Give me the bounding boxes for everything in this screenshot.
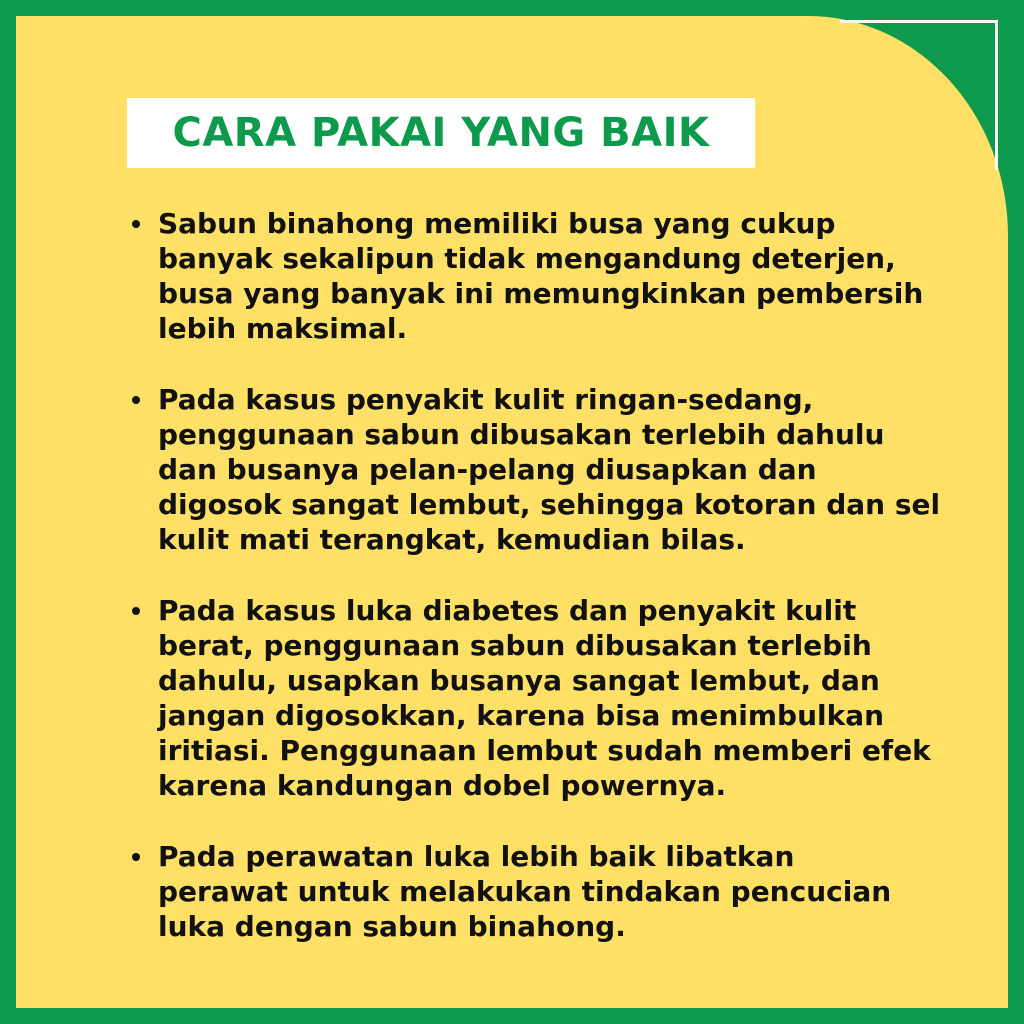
- bullet-icon: [132, 853, 140, 861]
- list-item-line: luka dengan sabun binahong.: [158, 910, 626, 943]
- list-item: [128, 206, 968, 346]
- list-item-line: berat, penggunaan sabun dibusakan terlebih: [158, 629, 872, 662]
- list-item-line: Sabun binahong memiliki busa yang cukup: [158, 207, 836, 240]
- list-item-line: Pada perawatan luka lebih baik libatkan: [158, 840, 795, 873]
- list-item-line: perawat untuk melakukan tindakan pencucian: [158, 875, 892, 908]
- list-item-line: penggunaan sabun dibusakan terlebih dahulu: [158, 418, 885, 451]
- list-item-line: kulit mati terangkat, kemudian bilas.: [158, 523, 746, 556]
- bullet-icon: [132, 220, 140, 228]
- bullet-icon: [132, 607, 140, 615]
- list-item-line: banyak sekalipun tidak mengandung deterjen,: [158, 242, 896, 275]
- list-item: [128, 839, 968, 944]
- list-item-line: dan busanya pelan-pelang diusapkan dan: [158, 453, 817, 486]
- list-item: [128, 382, 968, 557]
- list-item: [128, 593, 968, 803]
- corner-decoration-horizontal: [840, 20, 998, 23]
- list-item-line: dahulu, usapkan busanya sangat lembut, dan: [158, 664, 880, 697]
- page-title: CARA PAKAI YANG BAIK: [172, 110, 710, 156]
- bullet-icon: [132, 396, 140, 404]
- instruction-list: [128, 206, 968, 980]
- list-item-line: iritiasi. Penggunaan lembut sudah memberi efek: [158, 734, 931, 767]
- list-item-line: digosok sangat lembut, sehingga kotoran dan sel: [158, 488, 941, 521]
- list-item-line: karena kandungan dobel powernya.: [158, 769, 727, 802]
- title-box: [127, 98, 755, 168]
- list-item-line: lebih maksimal.: [158, 312, 408, 345]
- list-item-line: Pada kasus penyakit kulit ringan-sedang,: [158, 383, 814, 416]
- list-item-line: busa yang banyak ini memungkinkan pembersih: [158, 277, 924, 310]
- list-item-line: jangan digosokkan, karena bisa menimbulkan: [158, 699, 885, 732]
- list-item-line: Pada kasus luka diabetes dan penyakit kulit: [158, 594, 857, 627]
- corner-decoration-vertical: [995, 20, 998, 170]
